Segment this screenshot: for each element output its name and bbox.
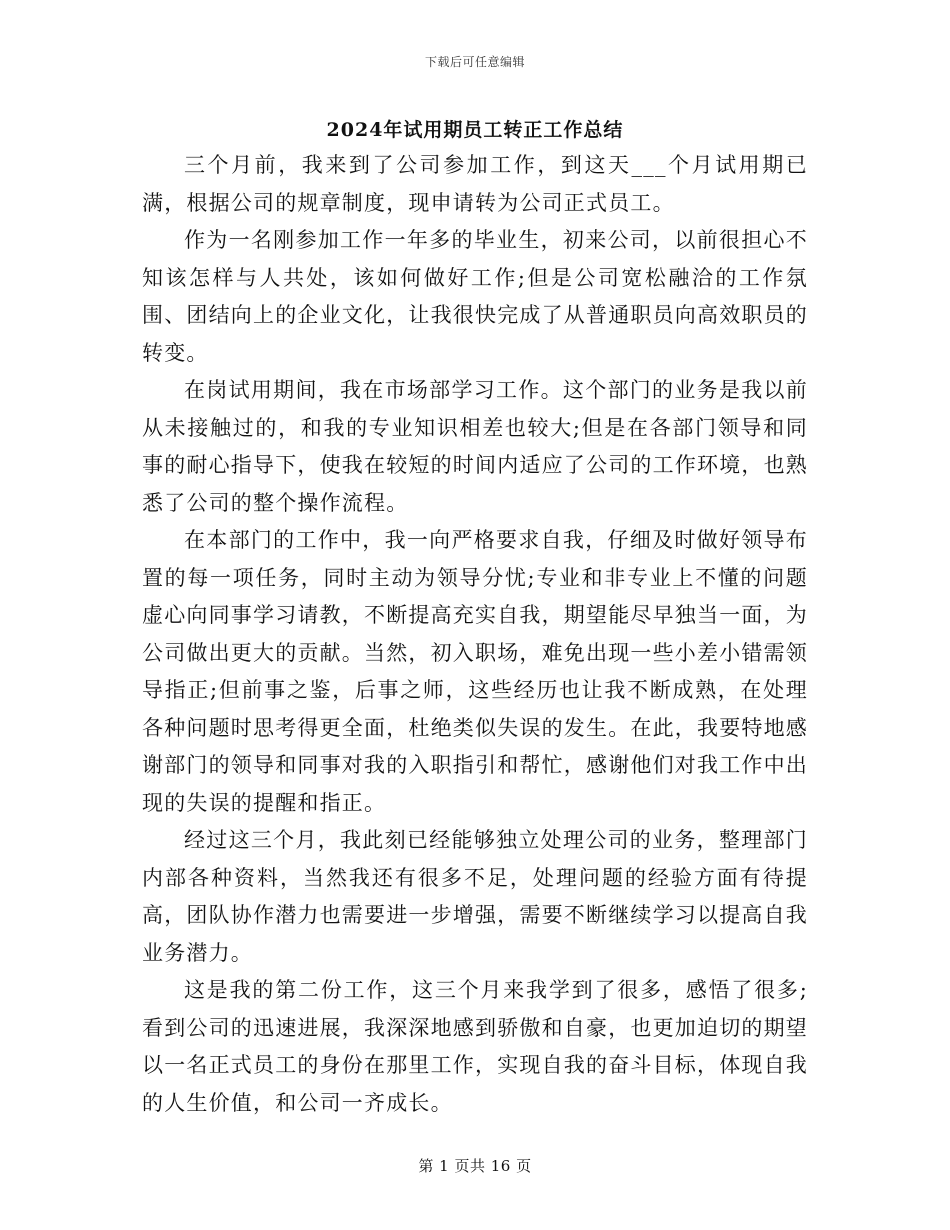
paragraph-5: 经过这三个月，我此刻已经能够独立处理公司的业务，整理部门内部各种资料，当然我还有很多不足，处理问题的经验方面有待提高，团队协作潜力也需要进一步增强，需要不断继续学习以提高自我业务潜力。 xyxy=(142,828,808,965)
document-body xyxy=(142,147,808,1122)
paragraph-1: 三个月前，我来到了公司参加工作，到这天___个月试用期已满，根据公司的规章制度，现申请转为公司正式员工。 xyxy=(142,153,808,215)
paragraph-2: 作为一名刚参加工作一年多的毕业生，初来公司，以前很担心不知该怎样与人共处，该如何做好工作;但是公司宽松融洽的工作氛围、团结向上的企业文化，让我很快完成了从普通职员向高效职员的转变。 xyxy=(142,228,808,365)
document-title: 2024年试用期员工转正工作总结 xyxy=(326,119,624,141)
paragraph-3: 在岗试用期间，我在市场部学习工作。这个部门的业务是我以前从未接触过的，和我的专业知识相差也较大;但是在各部门领导和同事的耐心指导下，使我在较短的时间内适应了公司的工作环境，也熟悉了公司的整个操作流程。 xyxy=(142,378,808,515)
paragraph-6: 这是我的第二份工作，这三个月来我学到了很多，感悟了很多;看到公司的迅速进展，我深深地感到骄傲和自豪，也更加迫切的期望以一名正式员工的身份在那里工作，实现自我的奋斗目标，体现自我的人生价值，和公司一齐成长。 xyxy=(142,978,808,1115)
header-note: 下载后可任意编辑 xyxy=(424,55,525,69)
page-number-footer: 第 1 页共 16 页 xyxy=(418,1157,532,1175)
paragraph-4: 在本部门的工作中，我一向严格要求自我，仔细及时做好领导布置的每一项任务，同时主动为领导分忧;专业和非专业上不懂的问题虚心向同事学习请教，不断提高充实自我，期望能尽早独当一面，为公司做出更大的贡献。当然，初入职场，难免出现一些小差小错需领导指正;但前事之鉴，后事之师，这些经历也让我不断成熟，在处理各种问题时思考得更全面，杜绝类似失误的发生。在此，我要特地感谢部门的领导和同事对我的入职指引和帮忙，感谢他们对我工作中出现的失误的提醒和指正。 xyxy=(142,528,808,815)
